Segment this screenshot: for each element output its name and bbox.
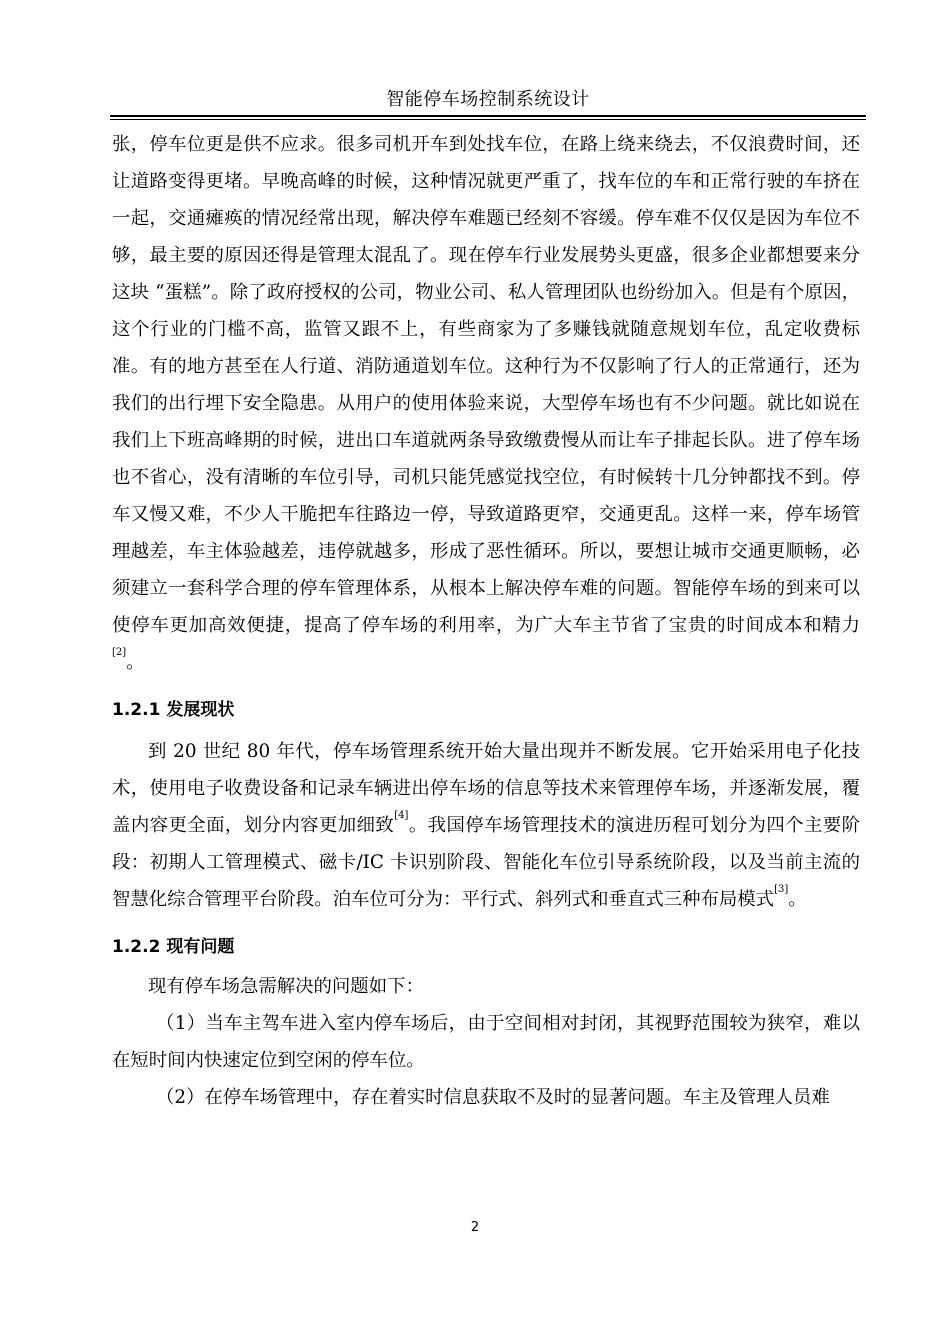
development-tail: 。 — [788, 889, 807, 910]
intro-paragraph — [112, 126, 860, 681]
citation-3: [3] — [774, 884, 789, 895]
development-paragraph — [112, 733, 860, 918]
problems-lead: 现有停车场急需解决的问题如下： — [148, 976, 424, 997]
page-body — [112, 126, 860, 1116]
development-text-a: 到 20 世纪 80 年代，停车场管理系统开始大量出现并不断发展。它开始采用电子化技术，使用电子收费设备和记录车辆进出停车场的信息等技术来管理停车场，并逐渐发展，覆盖内容更全面，划分内容更加细致 — [112, 741, 860, 836]
section-heading-1-2-1: 1.2.1 发展现状 — [112, 700, 235, 720]
problem-item-1: （1）当车主驾车进入室内停车场后，由于空间相对封闭，其视野范围较为狭窄，难以在短时间内快速定位到空闲的停车位。 — [112, 1013, 860, 1071]
citation-4: [4] — [394, 810, 409, 821]
problem-item-2: （2）在停车场管理中，存在着实时信息获取不及时的显著问题。车主及管理人员难 — [156, 1087, 830, 1108]
page-header-title: 智能停车场控制系统设计 — [386, 89, 590, 110]
development-text-b: 。我国停车场管理技术的演进历程可划分为四个主要阶段：初期人工管理模式、磁卡/IC 卡识别阶段、智能化车位引导系统阶段，以及当前主流的智慧化综合管理平台阶段。泊车位可分为：平行式、斜列式和垂直式三种布局模式 — [112, 815, 860, 910]
header-rule-thin — [110, 119, 866, 120]
page-number: 2 — [470, 1220, 480, 1235]
intro-tail: 。 — [126, 652, 145, 673]
section-heading-1-2-2: 1.2.2 现有问题 — [112, 937, 235, 957]
citation-2: [2] — [112, 647, 127, 658]
intro-text: 张，停车位更是供不应求。很多司机开车到处找车位，在路上绕来绕去，不仅浪费时间，还让道路变得更堵。早晚高峰的时候，这种情况就更严重了，找车位的车和正常行驶的车挤在一起，交通瘫痪的情况经常出现，解决停车难题已经刻不容缓。停车难不仅仅是因为车位不够，最主要的原因还得是管理太混乱了。现在停车行业发展势头更盛，很多企业都想要来分这块 “蛋糕”。除了政府授权的公司，物业公司、私人管理团队也纷纷加入。但是有个原因，这个行业的门槛不高，监管又跟不上，有些商家为了多赚钱就随意规划车位，乱定收费标准。有的地方甚至在人行道、消防通道划车位。这种行为不仅影响了行人的正常通行，还为我们的出行埋下安全隐患。从用户的使用体验来说，大型停车场也有不少问题。就比如说在我们上下班高峰期的时候，进出口车道就两条导致缴费慢从而让车子排起长队。进了停车场也不省心，没有清晰的车位引导，司机只能凭感觉找空位，有时候转十几分钟都找不到。停车又慢又难，不少人干脆把车往路边一停，导致道路更窄，交通更乱。这样一来，停车场管理越差，车主体验越差，违停就越多，形成了恶性循环。所以，要想让城市交通更顺畅，必须建立一套科学合理的停车管理体系，从根本上解决停车难的问题。智能停车场的到来可以使停车更加高效便捷，提高了停车场的利用率，为广大车主节省了宝贵的时间成本和精力 — [112, 134, 860, 636]
header-rule-thick — [110, 115, 866, 117]
